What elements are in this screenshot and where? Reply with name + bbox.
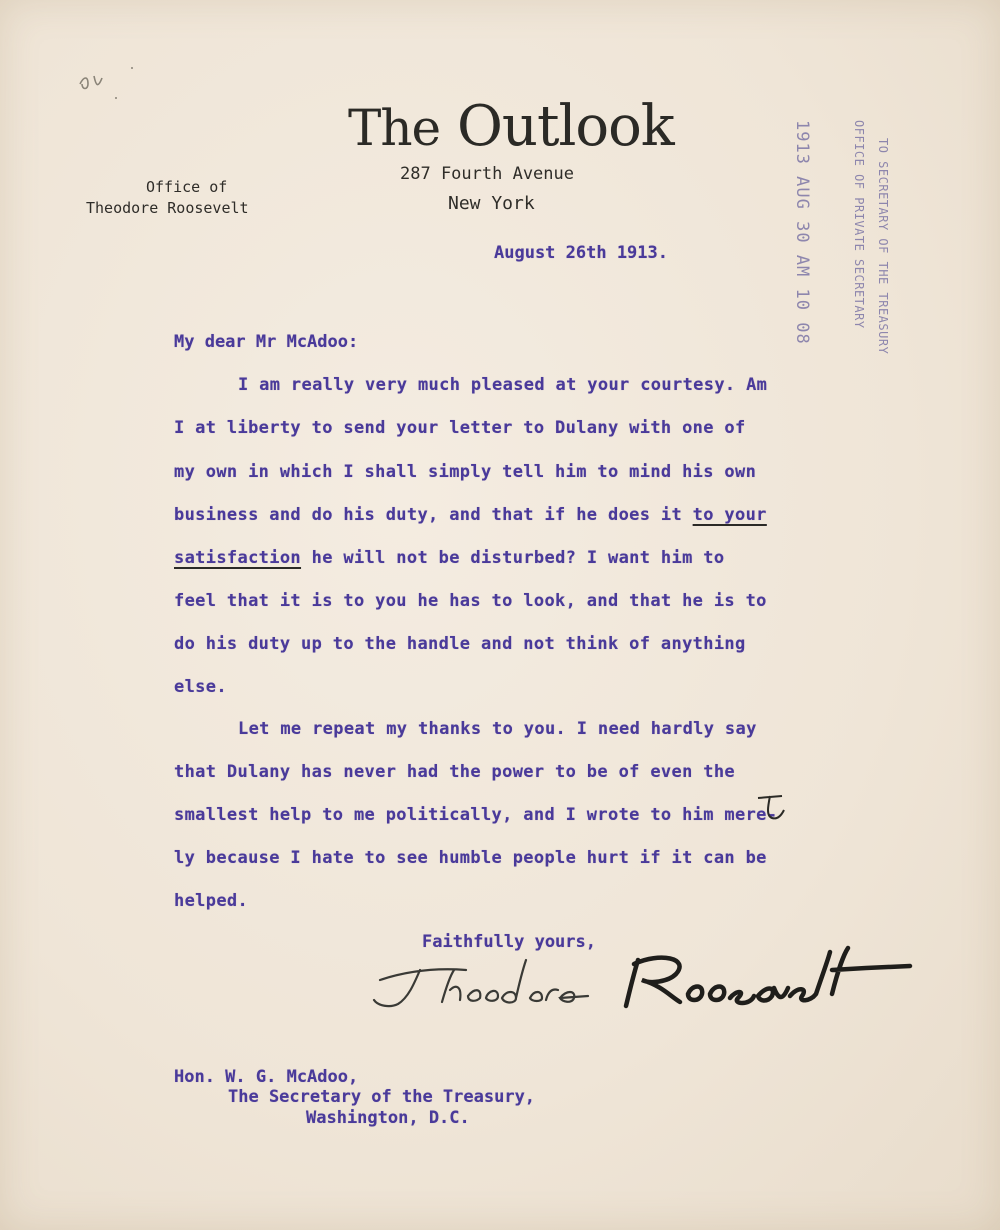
pencil-mark-icon (76, 62, 136, 102)
received-stamp-date: 1913 AUG 30 AM 10 08 (792, 120, 812, 345)
body-line: feel that it is to you he has to look, and that he is to (174, 591, 767, 611)
letter-date: August 26th 1913. (494, 243, 668, 263)
body-text: he will not be disturbed? I want him to (301, 548, 725, 568)
letterhead-address-city: New York (448, 193, 535, 214)
body-line: Let me repeat my thanks to you. I need hardly say (238, 719, 757, 739)
body-line: else. (174, 677, 227, 697)
received-stamp-office-line2: TO SECRETARY OF THE TREASURY (876, 138, 890, 355)
letterhead-office-name: Theodore Roosevelt (86, 199, 249, 217)
body-line: I am really very much pleased at your courtesy. Am (238, 375, 768, 395)
body-line (174, 505, 767, 525)
masthead-outlook: Outlook (456, 94, 674, 159)
signature-theodore-roosevelt (370, 940, 930, 1020)
body-line: my own in which I shall simply tell him to mind his own (174, 462, 757, 482)
letterhead-address-street: 287 Fourth Avenue (400, 164, 574, 184)
letterhead-office-label: Office of (146, 178, 228, 196)
body-line: smallest help to me politically, and I wrote to him mere- (174, 805, 778, 825)
addressee-city: Washington, D.C. (306, 1108, 470, 1128)
underlined-text: satisfaction (174, 548, 302, 568)
body-line: do his duty up to the handle and not think of anything (174, 634, 746, 654)
received-stamp-office-line1: OFFICE OF PRIVATE SECRETARY (852, 120, 866, 329)
addressee-name: Hon. W. G. McAdoo, (174, 1067, 359, 1087)
body-text: business and do his duty, and that if he does it (174, 505, 693, 525)
masthead-title (348, 94, 674, 159)
addressee-title: The Secretary of the Treasury, (228, 1087, 536, 1107)
handwritten-correction-icon (752, 790, 802, 830)
masthead-the: The (348, 99, 441, 157)
body-line (174, 548, 724, 568)
body-line: I at liberty to send your letter to Dulany with one of (174, 418, 746, 438)
underlined-text: to your (692, 505, 767, 525)
body-line: helped. (174, 891, 249, 911)
letter-closing: Faithfully yours, (422, 932, 596, 952)
body-line: ly because I hate to see humble people hurt if it can be (174, 848, 767, 868)
body-line: that Dulany has never had the power to be of even the (174, 762, 735, 782)
letter-salutation: My dear Mr McAdoo: (174, 332, 359, 352)
